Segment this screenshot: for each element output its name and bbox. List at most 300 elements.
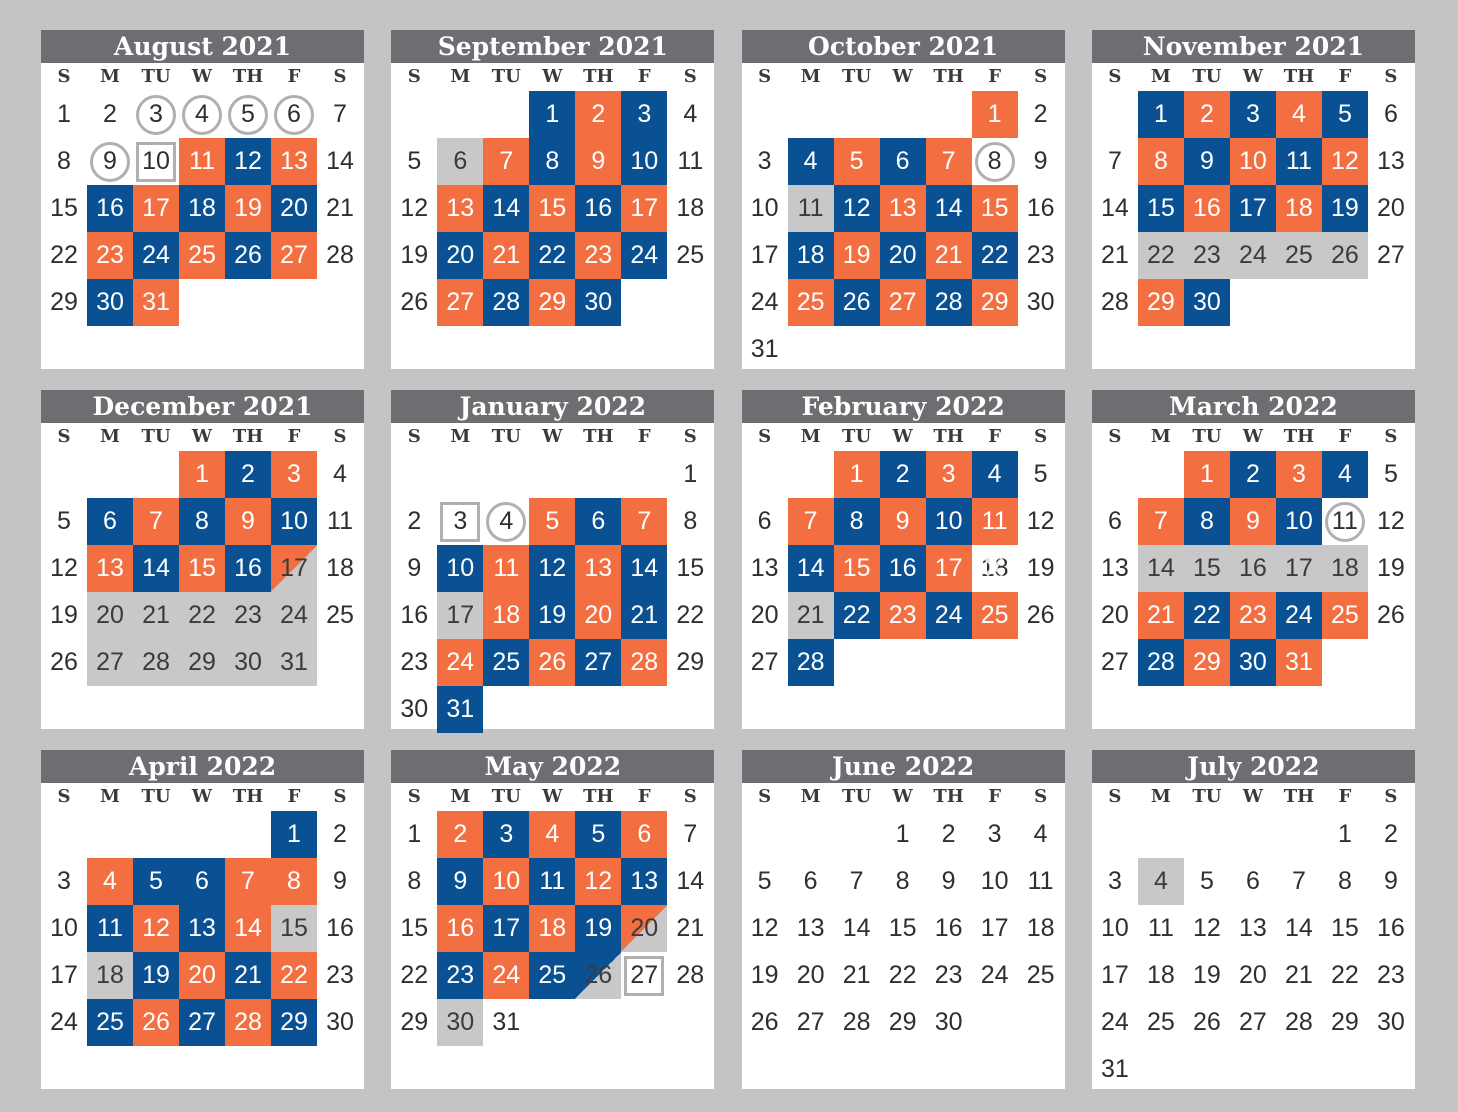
weekday-label: S <box>333 786 347 807</box>
day-cell: 31 <box>1100 1055 1129 1083</box>
day-cell: 2 <box>103 100 117 128</box>
weekday-label: W <box>191 786 213 807</box>
day-cell: 7 <box>1138 498 1184 545</box>
day-cell: 27 <box>575 639 621 686</box>
day-cell: 24 <box>437 639 483 686</box>
weekday-label: F <box>988 66 1001 87</box>
day-cell: 12 <box>400 194 429 222</box>
day-cell: 29 <box>400 1008 429 1036</box>
weekday-label: W <box>542 786 563 807</box>
day-cell: 17 <box>980 914 1009 942</box>
weekday-header <box>742 783 1065 811</box>
day-cell: 25 <box>972 592 1018 639</box>
weekday-label: S <box>57 786 71 807</box>
weekday-label: M <box>450 786 471 807</box>
day-cell: 6 <box>880 138 926 185</box>
day-cell: 17 <box>1230 185 1276 232</box>
day-cell: 24 <box>621 232 667 279</box>
weekday-label: W <box>892 786 913 807</box>
weekday-label: W <box>542 426 563 447</box>
day-cell: 20 <box>880 232 926 279</box>
day-cell: 11 <box>87 905 133 952</box>
day-cell: 6 <box>1245 867 1260 895</box>
weekday-label: F <box>988 786 1001 807</box>
day-cell: 15 <box>1138 185 1184 232</box>
day-number: 4 <box>486 502 526 542</box>
day-cell: 4 <box>683 100 698 128</box>
day-cell: 1 <box>1184 451 1230 498</box>
weekday-label: S <box>1384 426 1398 447</box>
day-cell: 6 <box>437 138 483 185</box>
day-cell: 25 <box>1146 1008 1175 1036</box>
day-cell: 23 <box>1230 592 1276 639</box>
day-cell: 18 <box>1026 914 1055 942</box>
day-number: 3 <box>136 95 176 135</box>
day-cell: 28 <box>326 241 354 269</box>
day-cell: 29 <box>179 639 225 686</box>
day-cell: 1 <box>407 820 422 848</box>
day-cell: 27 <box>179 999 225 1046</box>
weekday-label: TU <box>1192 66 1222 87</box>
day-cell: 13 <box>1100 554 1129 582</box>
day-cell: 16 <box>87 185 133 232</box>
weekday-label: S <box>758 66 772 87</box>
day-cell: 24 <box>1100 1008 1129 1036</box>
day-cell: 16 <box>326 914 354 942</box>
day-cell: 19 <box>225 185 271 232</box>
day-cell: 13 <box>880 185 926 232</box>
day-cell: 3 <box>926 451 972 498</box>
day-cell: 18 <box>676 194 705 222</box>
day-cell: 26 <box>1376 601 1405 629</box>
day-cell: 6 <box>803 867 818 895</box>
weekday-label: TH <box>583 66 614 87</box>
day-cell: 6 <box>1107 507 1122 535</box>
weekday-header <box>1092 423 1415 451</box>
day-cell: 21 <box>788 592 834 639</box>
day-cell: 4 <box>788 138 834 185</box>
day-cell: 9 <box>437 858 483 905</box>
weekday-label: W <box>542 66 563 87</box>
day-cell: 9 <box>880 498 926 545</box>
weekday-label: S <box>57 426 71 447</box>
weekday-label: S <box>1108 786 1122 807</box>
day-cell: 9 <box>407 554 422 582</box>
day-cell: 13 <box>575 545 621 592</box>
day-cell: 5 <box>834 138 880 185</box>
day-cell: 27 <box>1376 241 1405 269</box>
day-cell: 1 <box>834 451 880 498</box>
month-title: April 2022 <box>41 750 364 783</box>
day-cell: 3 <box>987 820 1002 848</box>
day-cell: 14 <box>225 905 271 952</box>
day-cell: 11 <box>327 507 353 535</box>
day-cell: 29 <box>888 1008 917 1036</box>
weekday-label: W <box>191 66 213 87</box>
day-cell: 5 <box>1322 91 1368 138</box>
day-cell: 24 <box>271 592 317 639</box>
day-cell: 18 ✕ <box>972 545 1018 592</box>
weekday-label: S <box>758 426 772 447</box>
day-cell: 28 <box>621 639 667 686</box>
day-cell: 21 <box>1284 961 1313 989</box>
weekday-label: F <box>1338 426 1352 447</box>
day-cell: 31 <box>1276 639 1322 686</box>
day-cell: 10 <box>980 867 1009 895</box>
day-cell: 23 <box>87 232 133 279</box>
day-cell: 27 <box>271 232 317 279</box>
day-cell: 28 <box>788 639 834 686</box>
day-cell: 25 <box>326 601 354 629</box>
day-cell: 17 <box>271 545 317 592</box>
month-title: October 2021 <box>742 30 1065 63</box>
day-cell: 2 <box>437 811 483 858</box>
day-cell: 14 <box>842 914 871 942</box>
weekday-label: F <box>1338 786 1352 807</box>
weekday-label: M <box>800 426 821 447</box>
day-cell: 21 <box>926 232 972 279</box>
day-cell: 18 <box>1322 545 1368 592</box>
day-cell: 22 <box>179 592 225 639</box>
day-cell: 22 <box>888 961 917 989</box>
day-cell: 13 <box>437 185 483 232</box>
day-cell: 18 <box>179 185 225 232</box>
day-cell: 24 <box>1276 592 1322 639</box>
month-june-2022 <box>742 750 1065 1089</box>
day-cell: 4 <box>87 858 133 905</box>
day-cell: 31 <box>437 686 483 733</box>
day-cell: 14 <box>788 545 834 592</box>
weekday-header <box>391 783 714 811</box>
day-cell: 10 <box>437 545 483 592</box>
day-cell: 3 <box>483 811 529 858</box>
day-cell: 16 <box>225 545 271 592</box>
day-cell: 20 <box>621 905 667 952</box>
day-cell: 19 <box>400 241 429 269</box>
weekday-label: S <box>683 426 697 447</box>
day-cell: 26 <box>1026 601 1055 629</box>
day-cell: 17 <box>1276 545 1322 592</box>
day-cell: 25 <box>676 241 705 269</box>
day-cell: 9 <box>1033 147 1048 175</box>
day-cell: 8 <box>895 867 910 895</box>
day-cell <box>1322 498 1368 545</box>
day-cell: 30 <box>400 695 429 723</box>
weekday-label: TH <box>1283 426 1315 447</box>
weekday-header <box>742 423 1065 451</box>
day-cell: 19 <box>1192 961 1221 989</box>
day-cell <box>437 498 483 545</box>
day-cell: 3 <box>1107 867 1122 895</box>
day-cell: 15 <box>1184 545 1230 592</box>
day-cell: 26 <box>750 1008 779 1036</box>
weekday-label: S <box>333 426 347 447</box>
day-cell: 25 <box>483 639 529 686</box>
day-cell: 12 <box>50 554 78 582</box>
weekday-label: F <box>988 426 1001 447</box>
weekday-label: TU <box>141 66 171 87</box>
day-cell: 9 <box>1230 498 1276 545</box>
day-cell: 30 <box>934 1008 963 1036</box>
day-cell: 11 <box>1027 867 1054 895</box>
month-title: February 2022 <box>742 390 1065 423</box>
day-cell: 27 <box>750 648 779 676</box>
weekday-label: TH <box>933 426 964 447</box>
weekday-label: TH <box>583 426 614 447</box>
month-august-2021 <box>41 30 364 369</box>
day-cell: 29 <box>676 648 705 676</box>
day-cell: 7 <box>133 498 179 545</box>
day-cell: 20 <box>796 961 825 989</box>
weekday-label: TU <box>1192 426 1222 447</box>
weekday-label: W <box>1242 426 1263 447</box>
day-cell: 8 <box>1138 138 1184 185</box>
weekday-label: S <box>407 426 421 447</box>
month-july-2022 <box>1092 750 1415 1089</box>
day-cell: 9 <box>225 498 271 545</box>
day-cell: 26 <box>529 639 575 686</box>
day-cell: 29 <box>1330 1008 1359 1036</box>
weekday-label: W <box>1242 66 1263 87</box>
month-title: May 2022 <box>391 750 714 783</box>
day-cell: 26 <box>1192 1008 1221 1036</box>
day-cell: 23 <box>934 961 963 989</box>
day-cell: 30 <box>575 279 621 326</box>
weekday-label: TH <box>1283 66 1315 87</box>
weekday-label: M <box>450 66 471 87</box>
day-cell <box>87 138 133 185</box>
day-cell: 25 <box>788 279 834 326</box>
day-cell: 13 <box>271 138 317 185</box>
day-cell: 22 <box>50 241 78 269</box>
month-title: September 2021 <box>391 30 714 63</box>
day-cell: 15 <box>834 545 880 592</box>
day-cell <box>133 138 179 185</box>
day-cell: 7 <box>926 138 972 185</box>
day-cell: 30 <box>326 1008 354 1036</box>
day-cell: 18 <box>1276 185 1322 232</box>
day-cell: 11 <box>972 498 1018 545</box>
day-cell: 29 <box>50 288 78 316</box>
weekday-label: TU <box>141 786 171 807</box>
weekday-header <box>1092 63 1415 91</box>
day-cell: 1 <box>972 91 1018 138</box>
day-cell: 20 <box>87 592 133 639</box>
day-cell: 2 <box>407 507 422 535</box>
day-cell: 18 <box>1146 961 1175 989</box>
day-cell: 6 <box>621 811 667 858</box>
day-cell: 1 <box>1337 820 1352 848</box>
day-cell: 21 <box>1138 592 1184 639</box>
day-number: 11 <box>1325 502 1365 542</box>
day-cell: 15 <box>972 185 1018 232</box>
day-cell: 24 <box>980 961 1009 989</box>
weekday-label: W <box>1242 786 1263 807</box>
weekday-label: TU <box>842 66 872 87</box>
month-title: January 2022 <box>391 390 714 423</box>
day-cell: 8 <box>179 498 225 545</box>
day-cell: 20 <box>179 952 225 999</box>
day-cell: 2 <box>1230 451 1276 498</box>
day-cell: 14 <box>326 147 354 175</box>
day-cell: 20 <box>575 592 621 639</box>
day-cell: 16 <box>400 601 429 629</box>
day-number: 8 <box>975 142 1015 182</box>
day-number: 6 <box>274 95 314 135</box>
day-cell: 12 <box>1322 138 1368 185</box>
day-cell: 5 <box>1383 460 1398 488</box>
day-cell: 26 <box>400 288 429 316</box>
day-cell: 22 <box>972 232 1018 279</box>
weekday-header <box>41 63 364 91</box>
day-cell: 22 <box>676 601 705 629</box>
day-cell: 25 <box>179 232 225 279</box>
weekday-header <box>742 63 1065 91</box>
weekday-label: F <box>637 786 651 807</box>
day-cell: 25 <box>1322 592 1368 639</box>
day-cell: 4 <box>1033 820 1048 848</box>
month-title: June 2022 <box>742 750 1065 783</box>
weekday-label: S <box>1384 786 1398 807</box>
weekday-label: TU <box>491 66 521 87</box>
day-cell: 4 <box>333 460 347 488</box>
day-cell: 24 <box>750 288 779 316</box>
day-cell: 2 <box>1184 91 1230 138</box>
day-cell: 8 <box>271 858 317 905</box>
day-cell: 2 <box>880 451 926 498</box>
day-cell: 16 <box>575 185 621 232</box>
day-cell: 20 <box>437 232 483 279</box>
day-cell: 15 <box>676 554 705 582</box>
weekday-label: TH <box>933 786 964 807</box>
day-number: 4 <box>182 95 222 135</box>
day-cell: 1 <box>271 811 317 858</box>
month-title: November 2021 <box>1092 30 1415 63</box>
day-cell: 10 <box>50 914 78 942</box>
weekday-label: TH <box>1283 786 1315 807</box>
day-cell: 5 <box>133 858 179 905</box>
day-cell: 11 <box>1276 138 1322 185</box>
month-march-2022 <box>1092 390 1415 729</box>
weekday-label: S <box>683 66 697 87</box>
weekday-label: M <box>450 426 471 447</box>
day-cell: 27 <box>796 1008 825 1036</box>
weekday-label: F <box>1338 66 1352 87</box>
day-cell: 12 <box>225 138 271 185</box>
day-cell: 26 <box>225 232 271 279</box>
day-cell: 2 <box>225 451 271 498</box>
day-number: 3 <box>440 502 480 542</box>
day-cell: 11 <box>529 858 575 905</box>
day-cell: 10 <box>621 138 667 185</box>
day-cell: 16 <box>880 545 926 592</box>
day-cell: 12 <box>133 905 179 952</box>
day-cell: 11 <box>788 185 834 232</box>
day-cell: 23 <box>326 961 354 989</box>
day-cell: 28 <box>926 279 972 326</box>
day-cell: 20 <box>271 185 317 232</box>
day-cell: 2 <box>941 820 956 848</box>
weekday-label: M <box>100 786 120 807</box>
day-cell: 10 <box>483 858 529 905</box>
weekday-label: TH <box>583 786 614 807</box>
day-cell: 1 <box>529 91 575 138</box>
weekday-label: W <box>892 66 913 87</box>
day-cell: 20 <box>1100 601 1129 629</box>
day-cell: 22 <box>1184 592 1230 639</box>
day-cell: 30 <box>437 999 483 1046</box>
day-cell: 22 <box>400 961 429 989</box>
day-cell: 18 <box>529 905 575 952</box>
weekday-label: TH <box>232 66 264 87</box>
day-cell: 24 <box>483 952 529 999</box>
day-cell: 16 <box>934 914 963 942</box>
day-cell: 20 <box>750 601 779 629</box>
weekday-label: S <box>1034 66 1048 87</box>
day-cell: 23 <box>400 648 429 676</box>
day-cell: 31 <box>750 335 779 363</box>
day-cell: 9 <box>575 138 621 185</box>
weekday-label: TH <box>232 426 264 447</box>
month-title: August 2021 <box>41 30 364 63</box>
day-cell: 8 <box>57 147 71 175</box>
weekday-header <box>391 63 714 91</box>
weekday-label: W <box>892 426 913 447</box>
day-cell: 12 <box>1192 914 1221 942</box>
day-cell: 4 <box>1276 91 1322 138</box>
day-cell: 14 <box>1284 914 1313 942</box>
day-cell: 19 <box>1322 185 1368 232</box>
weekday-label: S <box>407 66 421 87</box>
day-cell: 15 <box>1330 914 1359 942</box>
day-cell: 24 <box>133 232 179 279</box>
weekday-label: S <box>1108 426 1122 447</box>
day-cell: 7 <box>1291 867 1306 895</box>
day-cell: 3 <box>271 451 317 498</box>
day-cell: 13 <box>621 858 667 905</box>
day-cell: 28 <box>483 279 529 326</box>
day-cell: 9 <box>1184 138 1230 185</box>
day-cell: 15 <box>529 185 575 232</box>
day-cell: 14 <box>483 185 529 232</box>
weekday-label: F <box>637 66 651 87</box>
day-cell <box>271 91 317 138</box>
day-cell: 17 <box>1100 961 1129 989</box>
day-cell: 14 <box>1138 545 1184 592</box>
day-cell: 19 <box>50 601 78 629</box>
day-cell: 8 <box>1337 867 1352 895</box>
day-cell: 8 <box>407 867 422 895</box>
day-cell: 16 <box>1376 914 1405 942</box>
day-cell: 10 <box>926 498 972 545</box>
day-cell <box>621 952 667 999</box>
day-cell: 18 <box>483 592 529 639</box>
day-cell: 4 <box>1138 858 1184 905</box>
day-cell: 14 <box>1100 194 1129 222</box>
day-cell: 21 <box>483 232 529 279</box>
weekday-header <box>41 783 364 811</box>
day-cell: 23 <box>575 232 621 279</box>
weekday-label: S <box>683 786 697 807</box>
day-cell: 9 <box>1383 867 1398 895</box>
day-cell: 8 <box>1184 498 1230 545</box>
day-cell: 23 <box>880 592 926 639</box>
day-cell: 28 <box>1138 639 1184 686</box>
day-cell: 28 <box>1284 1008 1313 1036</box>
day-cell: 13 <box>179 905 225 952</box>
day-cell: 5 <box>1199 867 1214 895</box>
day-cell: 13 <box>750 554 779 582</box>
